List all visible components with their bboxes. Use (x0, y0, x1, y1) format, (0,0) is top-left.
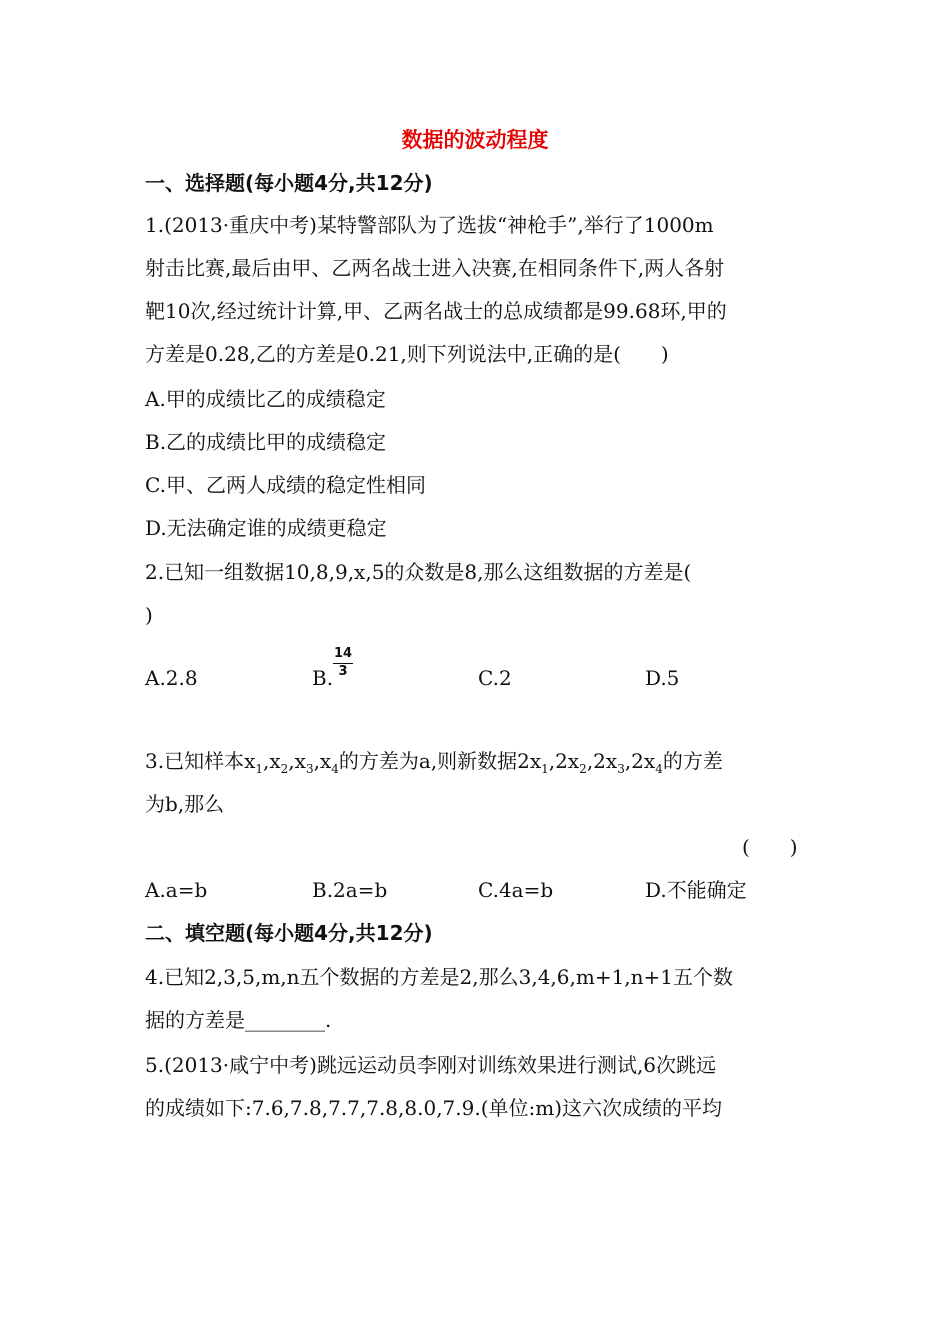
fraction-denominator: 3 (338, 664, 348, 679)
page-title: 数据的波动程度 (401, 128, 549, 152)
q3-line-2: 为b,那么 (145, 792, 225, 816)
q4-line-1: 4.已知2,3,5,m,n五个数据的方差是2,那么3,4,6,m+1,n+1五个数 (145, 965, 734, 989)
section-heading-multiple-choice: 一、选择题(每小题4分,共12分) (145, 171, 433, 195)
q1-line-4: 方差是0.28,乙的方差是0.21,则下列说法中,正确的是( ) (145, 342, 669, 366)
q2-option-a: A.2.8 (145, 666, 198, 690)
q4-line-2: 据的方差是________. (145, 1008, 332, 1032)
q1-option-b: B.乙的成绩比甲的成绩稳定 (145, 430, 387, 454)
q5-line-2: 的成绩如下:7.6,7.8,7.7,7.8,8.0,7.9.(单位:m)这六次成绩的平均 (145, 1096, 723, 1120)
q1-option-c: C.甲、乙两人成绩的稳定性相同 (145, 473, 426, 497)
q3-option-a: A.a=b (145, 878, 208, 902)
q1-line-3: 靶10次,经过统计计算,甲、乙两名战士的总成绩都是99.68环,甲的 (145, 299, 727, 323)
fraction-numerator: 14 (333, 646, 353, 664)
q3-answer-paren: ( ) (742, 835, 798, 859)
q2-option-c: C.2 (478, 666, 512, 690)
q3-option-b: B.2a=b (312, 878, 388, 902)
q3-option-d: D.不能确定 (645, 878, 747, 902)
q1-option-d: D.无法确定谁的成绩更稳定 (145, 516, 387, 540)
q2-option-b-fraction (333, 646, 353, 680)
q1-option-a: A.甲的成绩比乙的成绩稳定 (145, 387, 386, 411)
q2-line-1: 2.已知一组数据10,8,9,x,5的众数是8,那么这组数据的方差是( (145, 560, 692, 584)
section-heading-fill-in: 二、填空题(每小题4分,共12分) (145, 921, 433, 945)
q3-option-c: C.4a=b (478, 878, 554, 902)
q2-line-2: ) (145, 603, 153, 627)
q3-line-1: 3.已知样本$x_1,x_2,x_3,x_4$的方差为a,则新数据$2x_1,2x_2,2x_3,2x_4$的方差 (145, 749, 723, 776)
q2-option-d: D.5 (645, 666, 680, 690)
q5-line-1: 5.(2013·咸宁中考)跳远运动员李刚对训练效果进行测试,6次跳远 (145, 1053, 717, 1077)
q1-line-2: 射击比赛,最后由甲、乙两名战士进入决赛,在相同条件下,两人各射 (145, 256, 725, 280)
q2-option-b-label: B. (312, 666, 334, 690)
q1-line-1: 1.(2013·重庆中考)某特警部队为了选拔“神枪手”,举行了1000m (145, 213, 714, 237)
